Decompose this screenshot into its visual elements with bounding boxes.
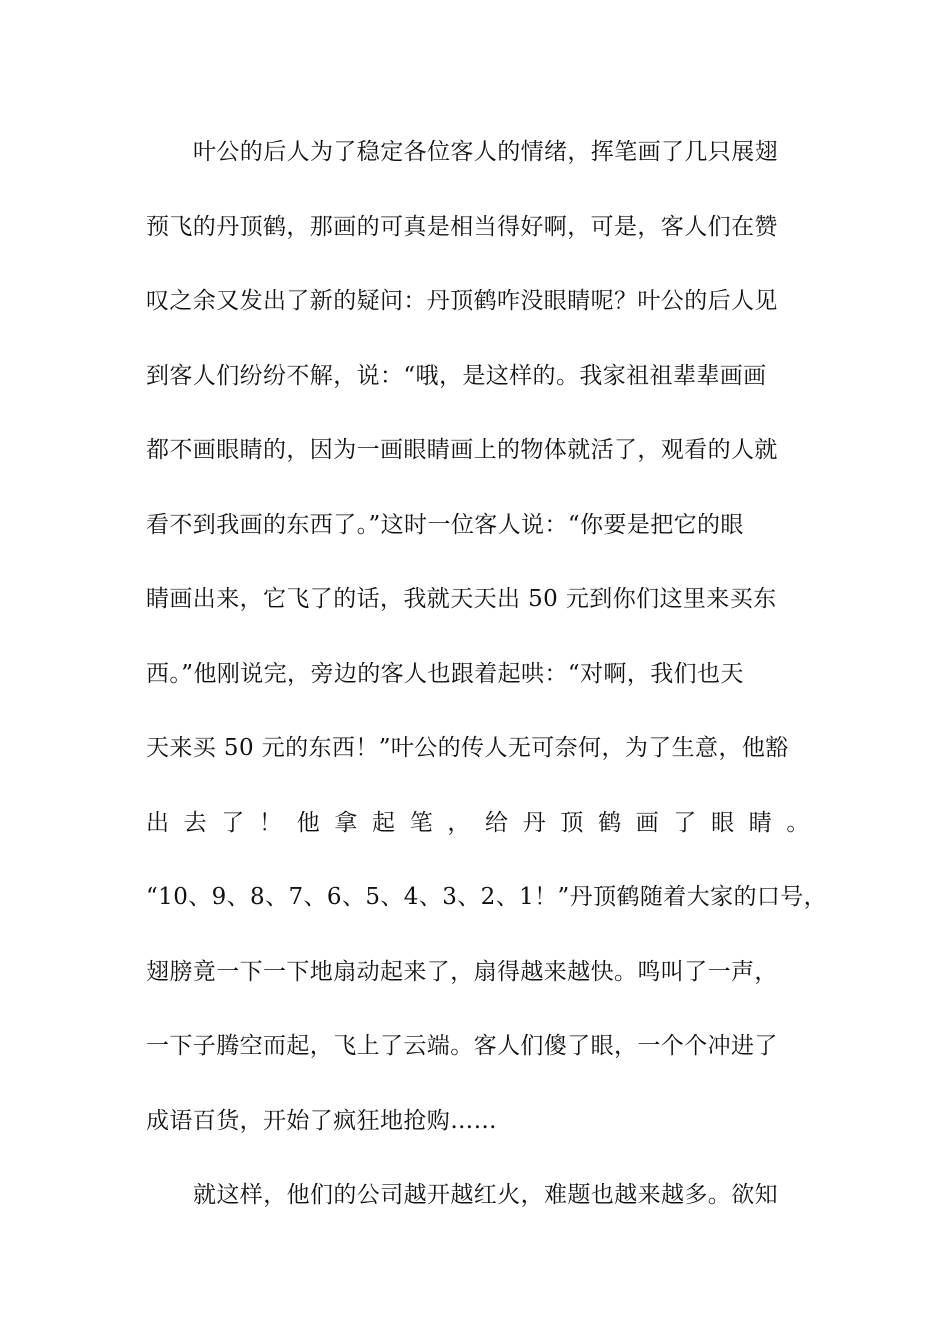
text-line-9: 天来买 50 元的东西！”叶公的传人无可奈何，为了生意，他豁 [146, 735, 789, 761]
text-line-7: 睛画出来，它飞了的话，我就天天出 50 元到你们这里来买东 [146, 586, 777, 612]
text-char: 眼 [711, 810, 735, 836]
text-line-6: 看不到我画的东西了。”这时一位客人说：“你要是把它的眼 [146, 512, 744, 538]
text-char: ， [447, 810, 471, 836]
text-line-13: 一下子腾空而起，飞上了云端。客人们傻了眼，一个个冲进了 [146, 1033, 778, 1059]
text-line-3: 叹之余又发出了新的疑问：丹顶鹤咋没眼睛呢？叶公的后人见 [146, 288, 778, 314]
text-line-1: 叶公的后人为了稳定各位客人的情绪，挥笔画了几只展翅 [193, 139, 778, 165]
text-char: 拿 [334, 810, 358, 836]
text-char: ！ [259, 810, 283, 836]
text-char: 出 [146, 810, 170, 836]
text-char: 鹤 [598, 810, 622, 836]
text-line-2: 预飞的丹顶鹤，那画的可真是相当得好啊，可是，客人们在赞 [146, 214, 778, 240]
text-char: 丹 [522, 810, 547, 836]
text-char: 了 [673, 810, 697, 836]
text-line-11: “10、9、8、7、6、5、4、3、2、1！”丹顶鹤随着大家的口号， [146, 884, 828, 910]
text-line-14: 成语百货，开始了疯狂地抢购…… [146, 1108, 497, 1134]
text-char: 笔 [409, 810, 434, 836]
text-char: 了 [221, 810, 245, 836]
text-char: 起 [372, 810, 396, 836]
text-line-5: 都不画眼睛的，因为一画眼睛画上的物体就活了，观看的人就 [146, 437, 778, 463]
text-char: 给 [485, 810, 509, 836]
text-char: 画 [635, 810, 660, 836]
text-line-15: 就这样，他们的公司越开越红火，难题也越来越多。欲知 [193, 1182, 778, 1208]
text-line-10 [146, 803, 810, 843]
text-char: 睛 [748, 810, 773, 836]
text-char: 他 [296, 810, 321, 836]
text-char: 去 [183, 810, 208, 836]
text-char: 顶 [560, 810, 584, 836]
text-char: 。 [786, 810, 810, 836]
text-line-12: 翅膀竟一下一下地扇动起来了，扇得越来越快。鸣叫了一声， [146, 959, 778, 985]
text-line-8: 西。”他刚说完，旁边的客人也跟着起哄：“对啊，我们也天 [146, 661, 744, 687]
text-line-4: 到客人们纷纷不解，说：“哦，是这样的。我家祖祖辈辈画画 [146, 363, 767, 389]
